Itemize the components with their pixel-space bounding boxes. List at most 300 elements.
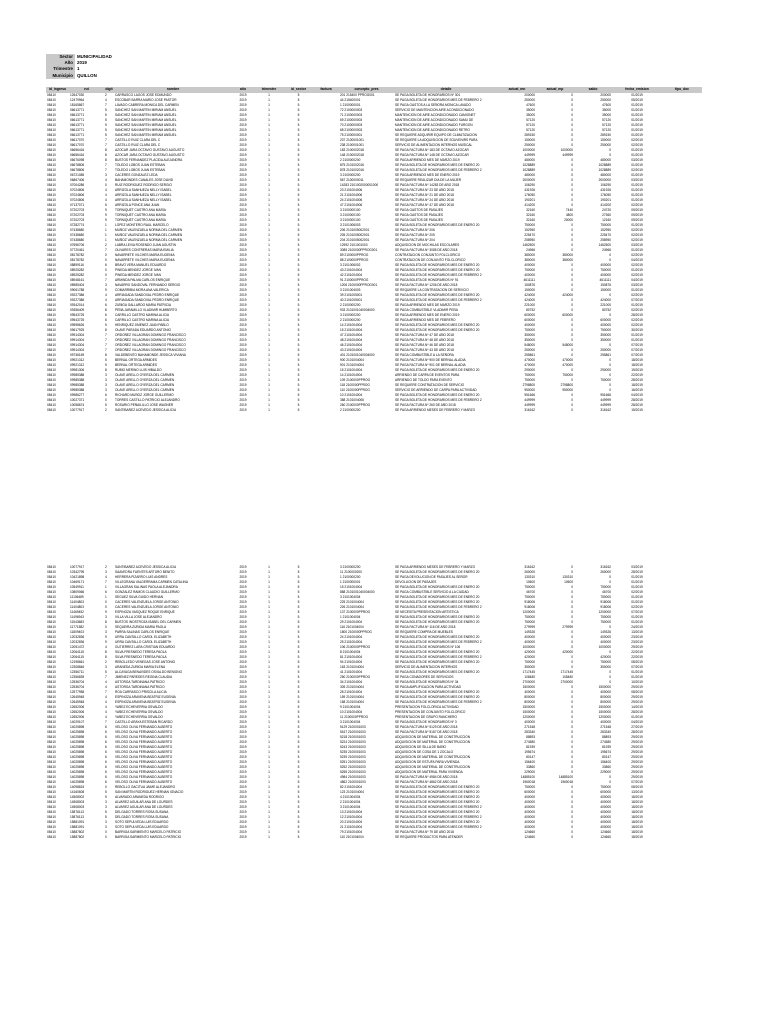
cell-fecha-emision: 22/2019 [631, 655, 643, 660]
cell-saldo: 271548 [600, 725, 611, 730]
cell-detalle: SE PAGA BOLETA DE HONORARIOS MES DE ENERO 20 [395, 327, 480, 332]
cell-actual-mn: 380000 [524, 257, 535, 262]
cell-actual-mn: 1462500 [522, 242, 535, 247]
cell-detalle: SE PAGA FACTURA Nº 47 DE AÑO 2018 [395, 332, 454, 337]
cell-nombre: BAHAMONDES CANALES JOSE DAVID [115, 177, 174, 182]
ledger-body-bottom [46, 565, 702, 840]
cell-id-sector: 5 [297, 312, 300, 317]
cell-concepto-pres: 163 2101004004 [340, 665, 364, 670]
cell-detalle: SE PAGA ARRIENDO MES DE FEBRERO [395, 317, 456, 322]
cell-año: 2019 [239, 665, 247, 670]
cell-nombre: BERNAL ORTEGA ARMIDES [115, 357, 157, 362]
cell-concepto-pres: 148 2100002018 [340, 152, 364, 157]
cell-actual-mn: 400000 [524, 820, 535, 825]
cell-fecha-emision: 04/2019 [631, 257, 643, 262]
cell-digit: 6 [105, 392, 107, 397]
cell-trimestre: 1 [268, 227, 270, 232]
cell-nombre: YAÑEZ ECHEVERRIA OSVALDO [115, 705, 163, 710]
cell-concepto-pres: 39 2101005001 [340, 292, 363, 297]
cell-actual-mn: 1200000 [522, 715, 535, 720]
cell-trimestre: 1 [268, 835, 270, 840]
cell-fecha-emision: 18/2019 [631, 835, 643, 840]
cell-fecha-emision: 28/2019 [631, 402, 643, 407]
cell-nombre: ESPINOZA ARAVENA BEATRIZ EUGENIA [115, 695, 176, 700]
cell-nombre: SANTIBAÑEZ ACEVEDO JESSICA ALICIA [115, 565, 177, 570]
cell-detalle: SE PAGA DEVOLUCION DE PASAJES AL SEÑOR [395, 575, 468, 580]
cell-actual-mn: 414200 [524, 202, 535, 207]
cell-digit: 8 [105, 147, 107, 152]
cell-actual-mn: 750000 [524, 377, 535, 382]
cell-id-ingreso: 08410 [47, 152, 56, 157]
cell-año: 2019 [239, 397, 247, 402]
cell-fecha-emision: 02/2019 [631, 307, 643, 312]
cell-actual-mn: 470000 [524, 362, 535, 367]
cell-id-sector: 5 [297, 392, 300, 397]
cell-año: 2019 [239, 835, 247, 840]
cell-id-ingreso: 08410 [47, 780, 56, 785]
cell-año: 2019 [239, 217, 247, 222]
cell-id-sector: 5 [297, 337, 300, 342]
cell-rut: 14160608 [70, 790, 85, 795]
cell-trimestre: 1 [268, 117, 270, 122]
cell-fecha-emision: 01/2019 [631, 92, 643, 97]
cell-id-ingreso: 08410 [47, 397, 56, 402]
cell-fecha-emision: 18/2019 [631, 820, 643, 825]
cell-id-ingreso: 08410 [47, 575, 56, 580]
cell-trimestre: 1 [268, 142, 270, 147]
cell-saldo: 80147 [602, 755, 611, 760]
cell-digit: 5 [105, 795, 107, 800]
cell-rut: 07282774 [70, 222, 85, 227]
cell-id-sector: 5 [297, 372, 300, 377]
cell-trimestre: 1 [268, 92, 270, 97]
cell-año: 2019 [239, 387, 247, 392]
table-row [46, 353, 702, 358]
cell-nombre: MUÑOZ VALENZUELA NORMA DEL CARMEN [115, 227, 183, 232]
cell-fecha-emision: 04/2019 [631, 277, 643, 282]
cell-digit: 4 [105, 97, 107, 102]
cell-concepto-pres: 88 2100000PPROG [340, 257, 369, 262]
cell-fecha-emision: 01/2019 [631, 127, 643, 132]
param-row [46, 73, 112, 79]
cell-año: 2019 [239, 92, 247, 97]
cell-fecha-emision: 03/2019 [631, 157, 643, 162]
cell-actual-mp: 0 [571, 690, 573, 695]
cell-id-sector: 5 [297, 317, 300, 322]
cell-año: 2019 [239, 730, 247, 735]
cell-fecha-emision: 18/2019 [631, 362, 643, 367]
cell-nombre: VELOSO OLIVA FERNANDO ALBERTO [115, 745, 173, 750]
cell-digit: 0 [105, 625, 107, 630]
cell-año: 2019 [239, 790, 247, 795]
cell-id-ingreso: 08410 [47, 730, 56, 735]
cell-saldo: 0 [609, 152, 611, 157]
cell-año: 2019 [239, 177, 247, 182]
cell-saldo: 350000 [600, 665, 611, 670]
cell-concepto-pres: 237 2100001001 [340, 137, 364, 142]
cell-saldo: 0 [609, 575, 611, 580]
cell-nombre: OLIVARES CONTRERAS MARIA EMILIA [115, 247, 174, 252]
param-label: Municipio [46, 73, 75, 79]
cell-fecha-emision: 28/2019 [631, 397, 643, 402]
cell-id-ingreso: 08410 [47, 277, 56, 282]
cell-actual-mp: 0 [571, 585, 573, 590]
cell-actual-mp: 449999 [562, 152, 573, 157]
cell-detalle: SE PAGA BOLETA DE HONORARIOS MES DE ENERO 20 [395, 695, 480, 700]
cell-trimestre: 1 [268, 705, 270, 710]
cell-actual-mp: 0 [571, 620, 573, 625]
cell-actual-mp: 108480 [562, 675, 573, 680]
cell-rut: 06656416 [70, 152, 85, 157]
cell-concepto-pres: 116 2101004004 [340, 625, 364, 630]
cell-actual-mp: 0 [571, 352, 573, 357]
cell-id-sector: 5 [297, 605, 300, 610]
cell-detalle: PRESENTACION DE CONJUNTO FOLCLORICO [395, 710, 466, 715]
cell-id-sector: 5 [297, 222, 300, 227]
cell-nombre: ARRIZOLA SANHUEZA NELLY ISABEL [115, 187, 172, 192]
cell-rut: 11404803 [70, 600, 84, 605]
cell-id-ingreso: 08410 [47, 790, 56, 795]
cell-digit: 1 [105, 237, 107, 242]
cell-actual-mp: 0 [571, 327, 573, 332]
cell-nombre: ASTORGA TARDINANA PATRICIO [115, 685, 165, 690]
cell-detalle: ADQUISICION DE COSA DE 1 ZOCALO [395, 750, 454, 755]
cell-rut: 08948161 [70, 277, 85, 282]
cell-actual-mn: 2798800 [522, 382, 535, 387]
cell-actual-mp: 0 [571, 287, 573, 292]
cell-rut: 12647030 [70, 92, 85, 97]
cell-actual-mn: 480000 [524, 172, 535, 177]
cell-actual-mn: 283340 [524, 730, 535, 735]
cell-actual-mp: 20000 [564, 217, 573, 222]
cell-nombre: URRA CANTALLO CAROL ELIZABETH [115, 640, 172, 645]
cell-nombre: SOTO SEPULVEDA LUIS EDUARDO [115, 825, 169, 830]
cell-id-ingreso: 08410 [47, 387, 56, 392]
cell-fecha-emision: 01/2019 [631, 112, 643, 117]
cell-saldo: 750000 [600, 327, 611, 332]
cell-nombre: CARRILLO CASTRO MARINA ALICIA [115, 312, 170, 317]
cell-fecha-emision: 23/2019 [631, 635, 643, 640]
cell-concepto-pres: 81 2101004004 [340, 655, 363, 660]
cell-actual-mp: 0 [571, 820, 573, 825]
cell-trimestre: 1 [268, 740, 270, 745]
cell-id-ingreso: 08410 [47, 745, 56, 750]
cell-id-sector: 5 [297, 665, 300, 670]
cell-digit: 5 [105, 810, 107, 815]
cell-fecha-emision: 01/2019 [631, 575, 643, 580]
cell-rut: 14025898 [70, 770, 85, 775]
cell-actual-mp: 0 [571, 247, 573, 252]
cell-año: 2019 [239, 745, 247, 750]
cell-actual-mn: 431926 [524, 187, 535, 192]
cell-fecha-emision: 13/2019 [631, 630, 643, 635]
column-header: factura [313, 87, 339, 93]
cell-concepto-pres: 12 2101004004 [340, 815, 363, 820]
table-row [46, 308, 702, 313]
cell-id-ingreso: 08410 [47, 92, 56, 97]
cell-actual-mn: 380000 [524, 252, 535, 257]
cell-id-ingreso: 08410 [47, 147, 56, 152]
cell-detalle: SE PAGA BOLETA DE HONORARIOS MES DE FEBRERO 2 [395, 700, 482, 705]
cell-saldo: 81939 [602, 745, 611, 750]
cell-id-sector: 5 [297, 212, 300, 217]
cell-saldo: 88893 [602, 735, 611, 740]
cell-actual-mp: 0 [571, 805, 573, 810]
cell-trimestre: 1 [268, 277, 270, 282]
cell-actual-mp: 0 [571, 222, 573, 227]
cell-concepto-pres: 2 2101004004 [340, 800, 361, 805]
cell-detalle: SERVICIO DE ALIMENTACION INTERNOS [395, 665, 458, 670]
cell-detalle: SE PAGA BOLETA DE HONORARIOS MES DE ENERO 20 [395, 810, 480, 815]
cell-digit: 7 [105, 342, 107, 347]
cell-id-ingreso: 08410 [47, 327, 56, 332]
cell-rut: 09598626 [70, 322, 85, 327]
cell-concepto-pres: 2 2100000200 [340, 317, 361, 322]
cell-rut: 14025898 [70, 765, 85, 770]
cell-id-sector: 5 [297, 147, 300, 152]
cell-concepto-pres: 14283 2101002000001000 [340, 182, 379, 187]
cell-año: 2019 [239, 347, 247, 352]
cell-saldo: 750000 [600, 615, 611, 620]
cell-año: 2019 [239, 322, 247, 327]
cell-concepto-pres: 69 2100000003 [340, 117, 363, 122]
cell-trimestre: 1 [268, 670, 270, 675]
cell-saldo: 750000 [600, 595, 611, 600]
cell-id-ingreso: 08410 [47, 625, 56, 630]
cell-rut: 14025898 [70, 730, 85, 735]
cell-rut: 15887802 [70, 830, 85, 835]
cell-año: 2019 [239, 207, 247, 212]
cell-saldo: 47600 [602, 102, 611, 107]
cell-concepto-pres: 21 2101004004 [340, 825, 363, 830]
cell-saldo: 0 [609, 312, 611, 317]
cell-concepto-pres: 15 2101004004 [340, 585, 363, 590]
cell-id-ingreso: 08410 [47, 252, 56, 257]
cell-año: 2019 [239, 307, 247, 312]
cell-digit: 5 [105, 112, 107, 117]
cell-actual-mp: 0 [571, 262, 573, 267]
cell-año: 2019 [239, 690, 247, 695]
cell-detalle: SE PAGA GASTOS DE PASAJES [395, 207, 444, 212]
cell-id-sector: 5 [297, 575, 300, 580]
cell-trimestre: 1 [268, 625, 270, 630]
cell-trimestre: 1 [268, 362, 270, 367]
cell-id-ingreso: 08410 [47, 830, 56, 835]
cell-id-ingreso: 08410 [47, 302, 56, 307]
cell-fecha-emision: 04/2019 [631, 392, 643, 397]
cell-concepto-pres: 305 2101004004 [340, 685, 364, 690]
cell-saldo: 176050 [600, 192, 611, 197]
cell-trimestre: 1 [268, 207, 270, 212]
cell-saldo: 283340 [600, 730, 611, 735]
cell-digit: 6 [105, 202, 107, 207]
cell-nombre: SANTIBAÑEZ ACEVEDO JESSICA ALICIA [115, 407, 177, 412]
cell-concepto-pres: 28 2101004004 [340, 690, 363, 695]
cell-saldo: 750000 [600, 377, 611, 382]
cell-digit: 1 [105, 222, 107, 227]
cell-id-ingreso: 08410 [47, 197, 56, 202]
cell-fecha-emision: 01/2019 [631, 675, 643, 680]
cell-actual-mp: 0 [571, 740, 573, 745]
cell-id-ingreso: 08410 [47, 122, 56, 127]
cell-concepto-pres: 205 2101005002001 [340, 232, 370, 237]
cell-digit: 6 [105, 755, 107, 760]
cell-id-sector: 5 [297, 785, 300, 790]
cell-actual-mp: 130310 [562, 575, 573, 580]
cell-saldo: 250000 [600, 97, 611, 102]
cell-saldo: 918006 [600, 600, 611, 605]
cell-nombre: VELOSO OLIVA FERNANDO ALBERTO [115, 760, 173, 765]
cell-nombre: VELOSO OLIVA FERNANDO ALBERTO [115, 780, 173, 785]
cell-actual-mp: 0 [571, 565, 573, 570]
cell-saldo: 1500000 [598, 705, 611, 710]
cell-concepto-pres: 43 2101004004 [340, 267, 363, 272]
cell-actual-mn: 750000 [524, 620, 535, 625]
cell-actual-mp: 279999 [562, 625, 573, 630]
cell-detalle: SE PAGA BOLETA DE HONORARIOS MES DE ENERO 20 [395, 800, 480, 805]
cell-trimestre: 1 [268, 247, 270, 252]
cell-id-ingreso: 08410 [47, 750, 56, 755]
cell-rut: 06613771 [70, 127, 85, 132]
cell-actual-mp: 0 [571, 367, 573, 372]
cell-id-ingreso: 08410 [47, 610, 56, 615]
cell-nombre: ARRIZOLA PONCE ANA JUAN [115, 202, 160, 207]
cell-id-sector: 5 [297, 830, 300, 835]
cell-concepto-pres: 94 2101004004 [340, 660, 363, 665]
cell-nombre: VELOSO OLIVA FERNANDO ALBERTO [115, 765, 173, 770]
cell-saldo: 27360 [602, 212, 611, 217]
cell-detalle: SE PAGA BOLETA DE HONORARIOS MES DE ENERO 20 [395, 292, 480, 297]
cell-fecha-emision: 04/2019 [631, 720, 643, 725]
cell-detalle: SE PAGA BOLETA DE HONORARIOS MES DE ENERO 20 [395, 322, 480, 327]
cell-actual-mn: 400000 [524, 805, 535, 810]
cell-detalle: SE PAGA BOLETA DE HONORARIOS MES DE ENERO 20 [395, 785, 480, 790]
cell-detalle: SE PAGA FACTURA Nº 3085 DE AÑO 2018 [395, 247, 458, 252]
cell-año: 2019 [239, 595, 247, 600]
cell-rut: 12198661 [70, 660, 85, 665]
cell-detalle: ARRIENDO DE TOLDO PARA EVENTO [395, 377, 452, 382]
cell-saldo: 4611111 [599, 277, 611, 282]
cell-año: 2019 [239, 800, 247, 805]
cell-actual-mp: 0 [571, 795, 573, 800]
cell-digit: 4 [105, 695, 107, 700]
cell-nombre: HERRERA PIZARRO LUIS ANDRES [115, 575, 168, 580]
cell-id-sector: 5 [297, 387, 300, 392]
cell-saldo: 57120 [602, 117, 611, 122]
cell-saldo: 225470 [600, 232, 611, 237]
cell-año: 2019 [239, 775, 247, 780]
cell-año: 2019 [239, 187, 247, 192]
cell-actual-mp: 4800 [565, 212, 573, 217]
cell-año: 2019 [239, 760, 247, 765]
cell-detalle: SE PAGA FACTURA Nº 47 DE AÑO 2018 [395, 202, 454, 207]
cell-digit: 5 [105, 122, 107, 127]
cell-trimestre: 1 [268, 575, 270, 580]
cell-actual-mp: 0 [571, 172, 573, 177]
cell-fecha-emision: 18/2019 [631, 800, 643, 805]
cell-rut: 15887802 [70, 835, 85, 840]
cell-concepto-pres: 901 2101004004 [340, 362, 364, 367]
cell-año: 2019 [239, 337, 247, 342]
cell-actual-mp: 0 [571, 132, 573, 137]
cell-año: 2019 [239, 292, 247, 297]
cell-id-sector: 5 [297, 247, 300, 252]
cell-actual-mp: 0 [571, 595, 573, 600]
cell-concepto-pres: 47 2101004006 [340, 202, 363, 207]
cell-trimestre: 1 [268, 177, 270, 182]
cell-trimestre: 1 [268, 402, 270, 407]
cell-actual-mp: 0 [571, 600, 573, 605]
cell-digit: 9 [105, 635, 107, 640]
cell-año: 2019 [239, 585, 247, 590]
cell-fecha-emision: 29/2019 [631, 685, 643, 690]
cell-detalle: SE PAGA BOLETA DE HONORARIOS Nº 301 [395, 92, 461, 97]
cell-nombre: ARRIZOLA SANHUEZA NELLY ISABEL [115, 192, 172, 197]
cell-rut: 06678806 [70, 167, 85, 172]
cell-id-ingreso: 08410 [47, 242, 56, 247]
cell-concepto-pres: 204 2101005002001 [340, 237, 370, 242]
cell-actual-mn: 47600 [526, 102, 535, 107]
cell-id-sector: 5 [297, 700, 300, 705]
cell-digit: 4 [105, 187, 107, 192]
cell-concepto-pres: 5251 2100001003 [340, 760, 366, 765]
cell-actual-mp: 600000 [562, 312, 573, 317]
cell-id-sector: 5 [297, 327, 300, 332]
cell-actual-mp: 470000 [562, 362, 573, 367]
cell-rut: 08925282 [70, 267, 85, 272]
cell-actual-mp: 0 [571, 137, 573, 142]
cell-actual-mp: 0 [571, 730, 573, 735]
cell-año: 2019 [239, 810, 247, 815]
cell-fecha-emision: 01/2019 [631, 615, 643, 620]
cell-año: 2019 [239, 402, 247, 407]
cell-id-sector: 5 [297, 735, 300, 740]
cell-id-sector: 5 [297, 257, 300, 262]
column-header: actual_mp [536, 87, 574, 93]
cell-fecha-emision: 05/2019 [631, 97, 643, 102]
cell-trimestre: 1 [268, 127, 270, 132]
cell-nombre: OLAVE PARADA EDUARDO ANTONIO [115, 327, 171, 332]
cell-trimestre: 1 [268, 600, 270, 605]
cell-actual-mn: 46700 [526, 590, 535, 595]
cell-id-ingreso: 08410 [47, 187, 56, 192]
cell-trimestre: 1 [268, 610, 270, 615]
cell-id-ingreso: 08410 [47, 810, 56, 815]
cell-actual-mn: 750000 [524, 595, 535, 600]
cell-fecha-emision: 01/2019 [631, 302, 643, 307]
cell-trimestre: 1 [268, 805, 270, 810]
cell-concepto-pres: 13 2101004004 [340, 810, 363, 815]
cell-concepto-pres: 68 2100000003 [340, 127, 363, 132]
cell-trimestre: 1 [268, 352, 270, 357]
cell-trimestre: 1 [268, 785, 270, 790]
cell-concepto-pres: 3 2100000100 [340, 207, 361, 212]
cell-detalle: SE PAGA BOLETA DE HONORARIOS MES DE FEBRERO 2 [395, 272, 482, 277]
cell-id-ingreso: 08410 [47, 172, 56, 177]
cell-rut: 14029107 [70, 720, 85, 725]
cell-fecha-emision: 03/2019 [631, 565, 643, 570]
cell-fecha-emision: 02/2019 [631, 227, 643, 232]
cell-rut: 07202703 [70, 207, 85, 212]
cell-digit: 6 [105, 317, 107, 322]
cell-digit: 9 [105, 640, 107, 645]
cell-concepto-pres: 79 2101004004 [340, 830, 363, 835]
cell-actual-mn: 400000 [524, 640, 535, 645]
cell-digit: 1 [105, 595, 107, 600]
cell-año: 2019 [239, 795, 247, 800]
cell-concepto-pres: 42 2101004004 [340, 272, 363, 277]
cell-saldo: 750000 [600, 620, 611, 625]
